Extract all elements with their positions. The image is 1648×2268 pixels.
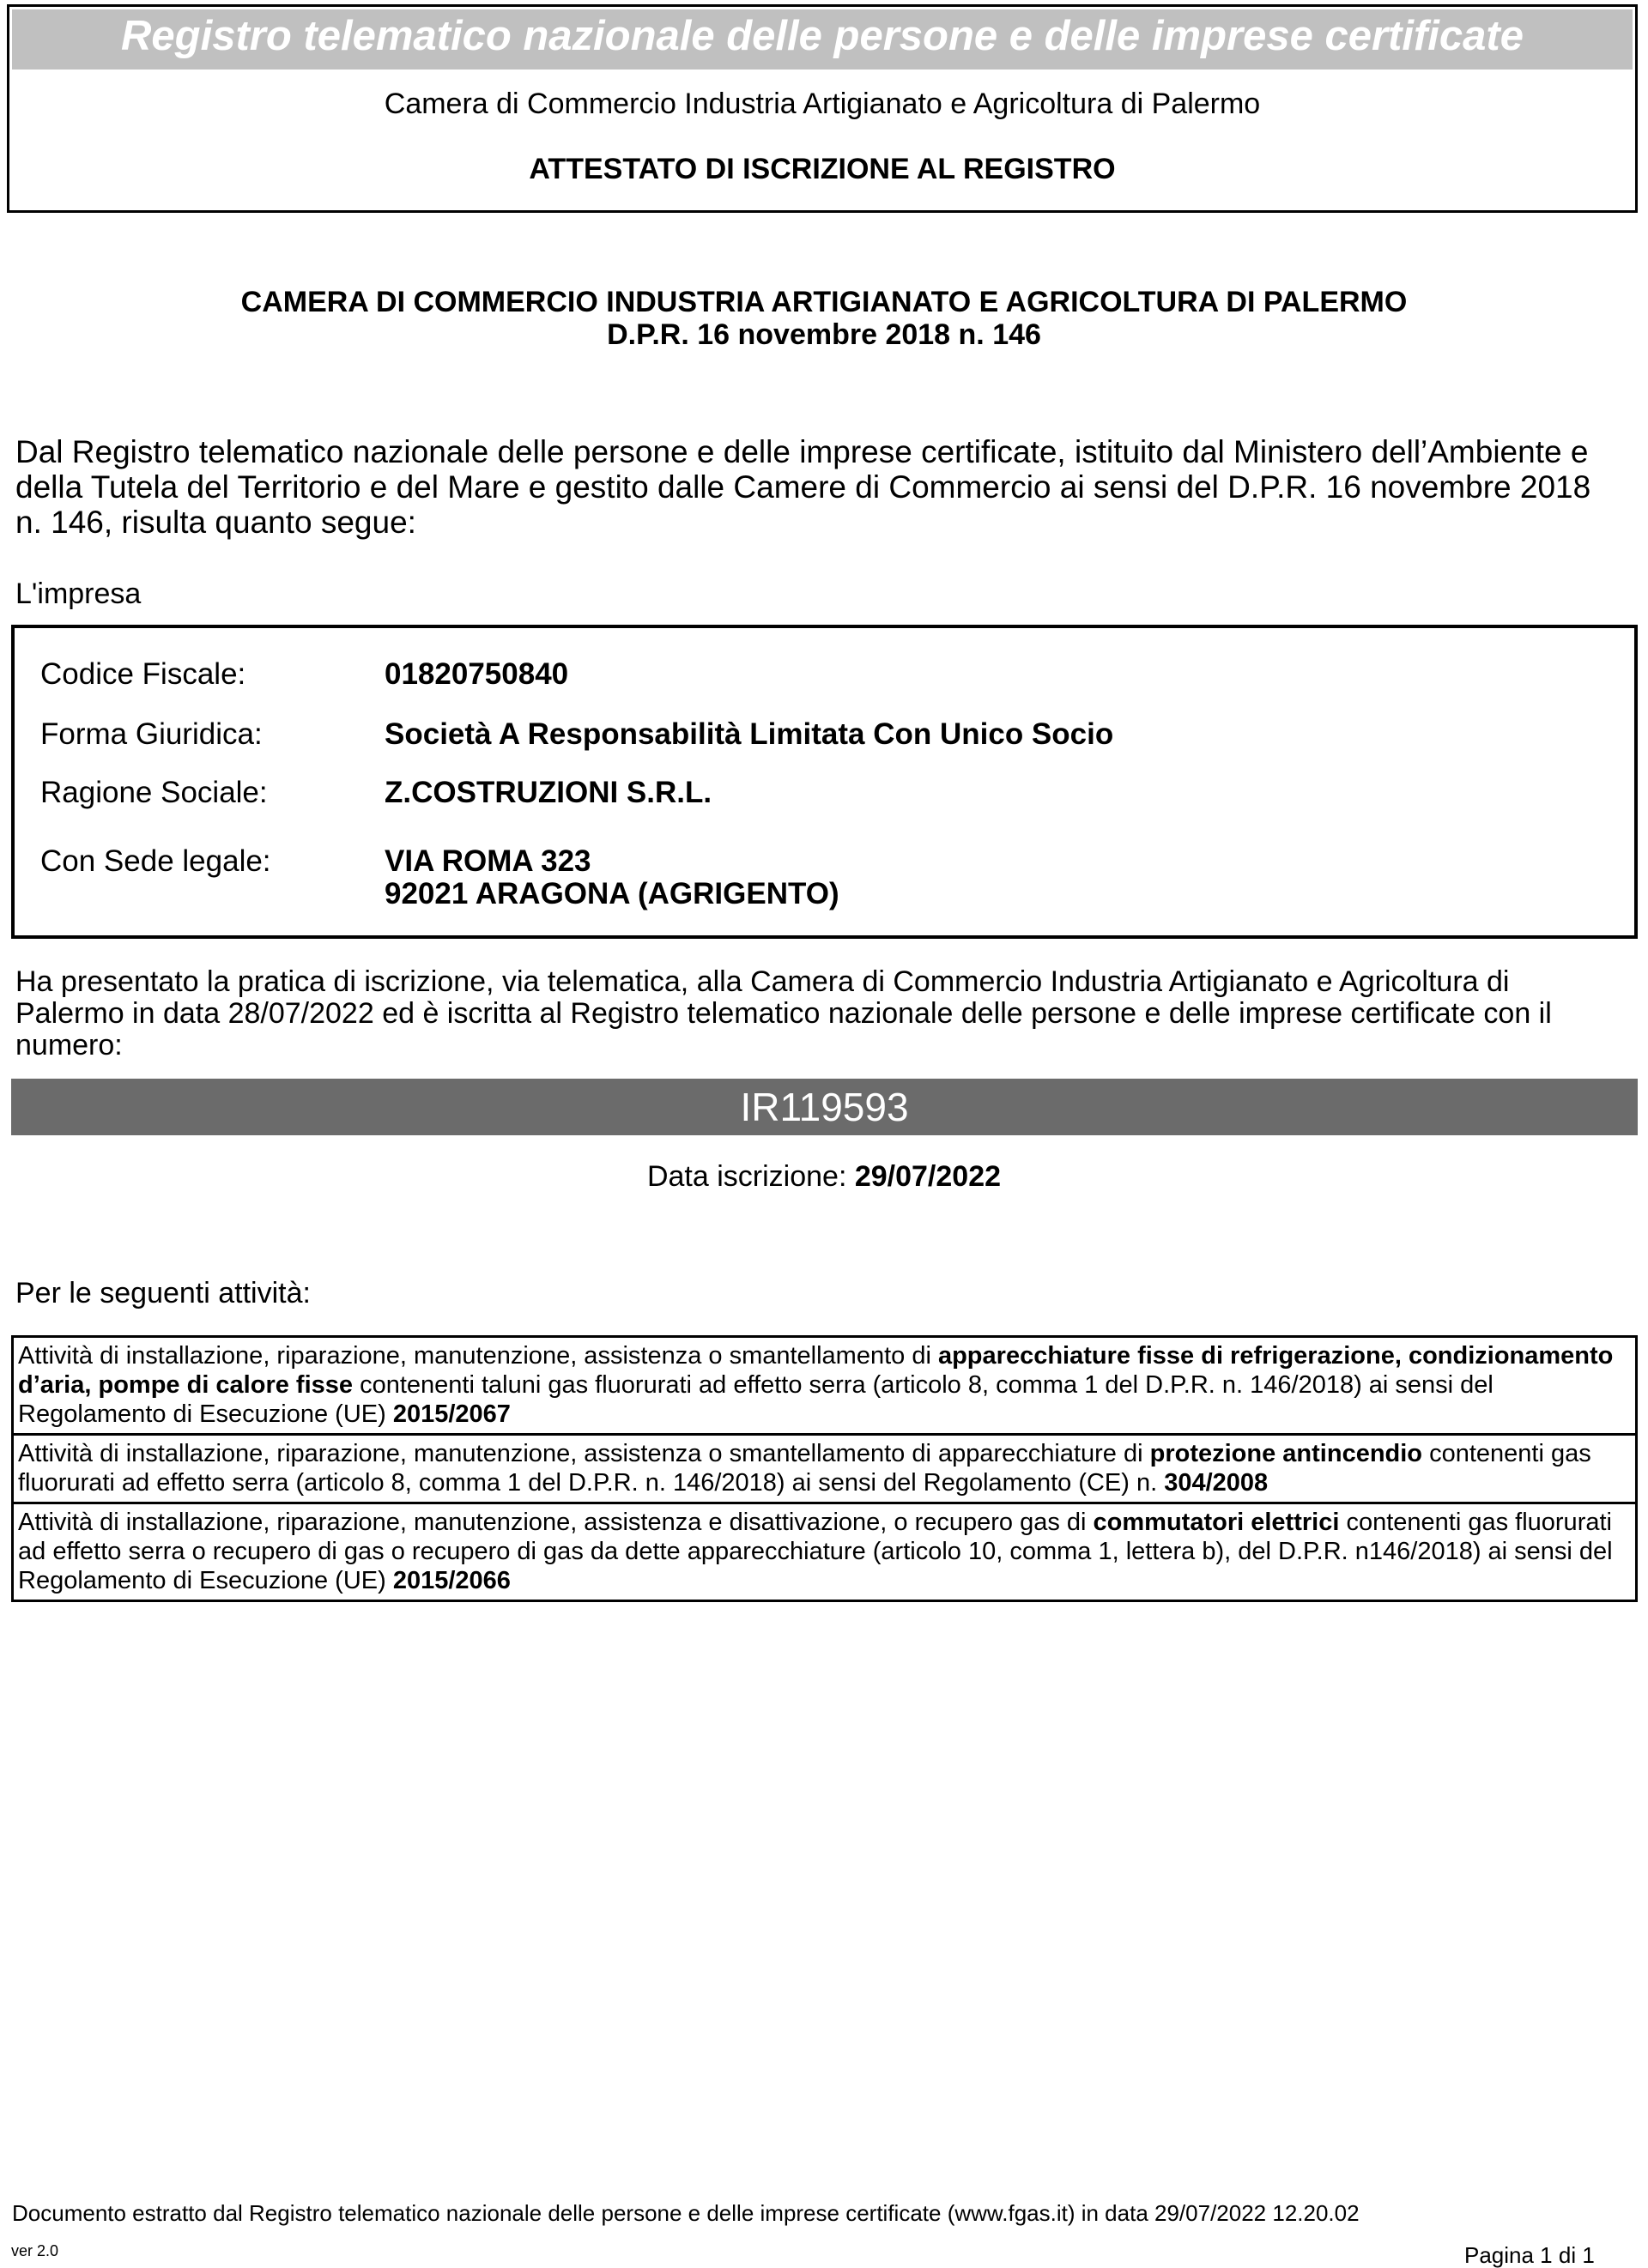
registration-date — [0, 1159, 1648, 1194]
activity-item: Attività di installazione, riparazione, manutenzione, assistenza o smantellamento di apparecchiature fisse di refrigerazione, condizionamento d’aria, pompe di calore fisse contenenti taluni gas fluorurati ad effetto serra (articolo 8, comma 1 del D.P.R. n. 146/2018) ai sensi del Regolamento di Esecuzione (UE) 2015/2067 — [14, 1338, 1635, 1436]
intro-line-1: Dal Registro telematico nazionale delle persone e delle imprese certificate, istituito dal Ministero dell’Ambiente e — [15, 434, 1589, 469]
registration-line-2: Palermo in data 28/07/2022 ed è iscritta al Registro telematico nazionale delle persone e delle imprese certificate con il — [15, 997, 1552, 1030]
footer-version: ver 2.0 — [11, 2242, 59, 2259]
activities-heading: Per le seguenti attività: — [15, 1277, 311, 1309]
activity-item: Attività di installazione, riparazione, manutenzione, assistenza o smantellamento di apparecchiature di protezione antincendio contenenti gas fluorurati ad effetto serra (articolo 8, comma 1 del D.P.R. n. 146/2018) ai sensi del Regolamento (CE) n. 304/2008 — [14, 1436, 1635, 1504]
authority-decree: D.P.R. 16 novembre 2018 n. 146 — [607, 318, 1041, 351]
registration-date-value: 29/07/2022 — [854, 1160, 1002, 1193]
ragione-sociale-value: Z.COSTRUZIONI S.R.L. — [385, 776, 712, 809]
registration-date-label: Data iscrizione: — [646, 1160, 855, 1193]
activities-table — [11, 1335, 1638, 1602]
sede-legale-label: Con Sede legale: — [40, 844, 271, 878]
activity-item: Attività di installazione, riparazione, manutenzione, assistenza e disattivazione, o recupero gas di commutatori elettrici contenenti gas fluorurati ad effetto serra o recupero di gas o recupero di gas da dette apparecchiature (articolo 10, comma 1, lettera b), del D.P.R. n146/2018) ai sensi del Regolamento di Esecuzione (UE) 2015/2066 — [18, 1509, 1613, 1594]
footer-extract-note: Documento estratto dal Registro telematico nazionale delle persone e delle imprese certificate (www.fgas.it) in data 29/07/2022 12.20.02 — [12, 2200, 1360, 2226]
codice-fiscale-value: 01820750840 — [385, 657, 569, 691]
forma-giuridica-value: Società A Responsabilità Limitata Con Unico Socio — [385, 717, 1114, 751]
document-type: ATTESTATO DI ISCRIZIONE AL REGISTRO — [529, 153, 1116, 185]
registration-line-3: numero: — [15, 1029, 123, 1061]
registration-line-1: Ha presentato la pratica di iscrizione, via telematica, alla Camera di Commercio Industria Artigianato e Agricoltura di — [15, 965, 1510, 998]
sede-legale-city: 92021 ARAGONA (AGRIGENTO) — [385, 877, 839, 910]
ragione-sociale-label: Ragione Sociale: — [40, 776, 268, 809]
intro-subject: L'impresa — [15, 578, 142, 610]
footer-page-number: Pagina 1 di 1 — [1464, 2242, 1595, 2268]
chamber-name: Camera di Commercio Industria Artigianato e Agricoltura di Palermo — [384, 88, 1261, 120]
document-title: Registro telematico nazionale delle persone e delle imprese certificate — [121, 13, 1524, 59]
company-details-box — [11, 625, 1638, 939]
forma-giuridica-label: Forma Giuridica: — [40, 717, 263, 751]
authority-name: CAMERA DI COMMERCIO INDUSTRIA ARTIGIANATO E AGRICOLTURA DI PALERMO — [240, 286, 1408, 318]
sede-legale-address: VIA ROMA 323 — [385, 844, 591, 878]
intro-line-3: n. 146, risulta quanto segue: — [15, 505, 416, 540]
header-box — [7, 4, 1638, 213]
registration-number: IR119593 — [11, 1079, 1638, 1135]
intro-line-2: della Tutela del Territorio e del Mare e gestito dalle Camere di Commercio ai sensi del D.P.R. 16 novembre 2018 — [15, 469, 1591, 505]
codice-fiscale-label: Codice Fiscale: — [40, 657, 246, 691]
